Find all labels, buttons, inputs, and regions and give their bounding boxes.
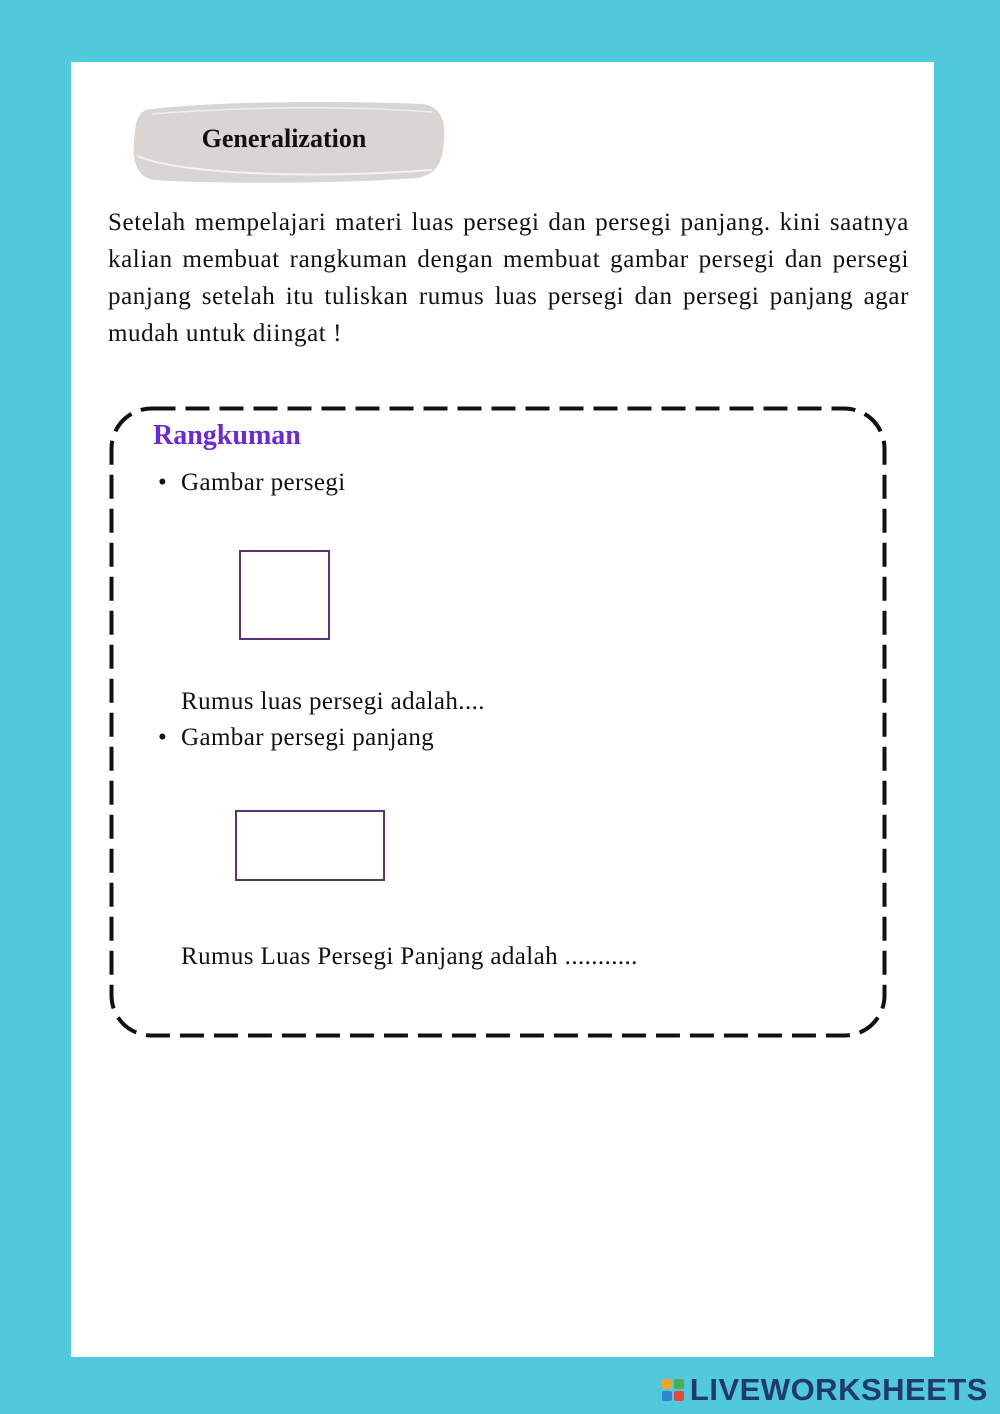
list-item-rectangle <box>158 724 434 752</box>
page-title: Generalization <box>201 124 367 153</box>
list-item-square <box>158 469 346 497</box>
brand-name: LIVEWORKSHEETS <box>689 1372 988 1407</box>
liveworksheets-logo-icon <box>662 1379 684 1401</box>
section-badge <box>132 100 446 186</box>
square-drawing-area[interactable] <box>239 550 330 640</box>
liveworksheets-brand[interactable] <box>662 1373 988 1407</box>
square-formula-prompt: Rumus luas persegi adalah.... <box>181 688 485 715</box>
bullet-icon: • <box>158 469 168 496</box>
rectangle-drawing-area[interactable] <box>235 810 385 881</box>
instruction-paragraph: Setelah mempelajari materi luas persegi dan persegi panjang. kini saatnya kalian membuat rangkuman dengan membuat gambar persegi dan persegi panjang setelah itu tuliskan rumus luas persegi dan persegi panjang agar mudah untuk diingat ! <box>108 209 909 347</box>
rectangle-formula-prompt: Rumus Luas Persegi Panjang adalah ........... <box>181 943 638 970</box>
list-item-label: Gambar persegi panjang <box>181 724 435 751</box>
list-item-label: Gambar persegi <box>181 469 346 496</box>
summary-title: Rangkuman <box>153 420 301 451</box>
bullet-icon: • <box>158 724 168 751</box>
